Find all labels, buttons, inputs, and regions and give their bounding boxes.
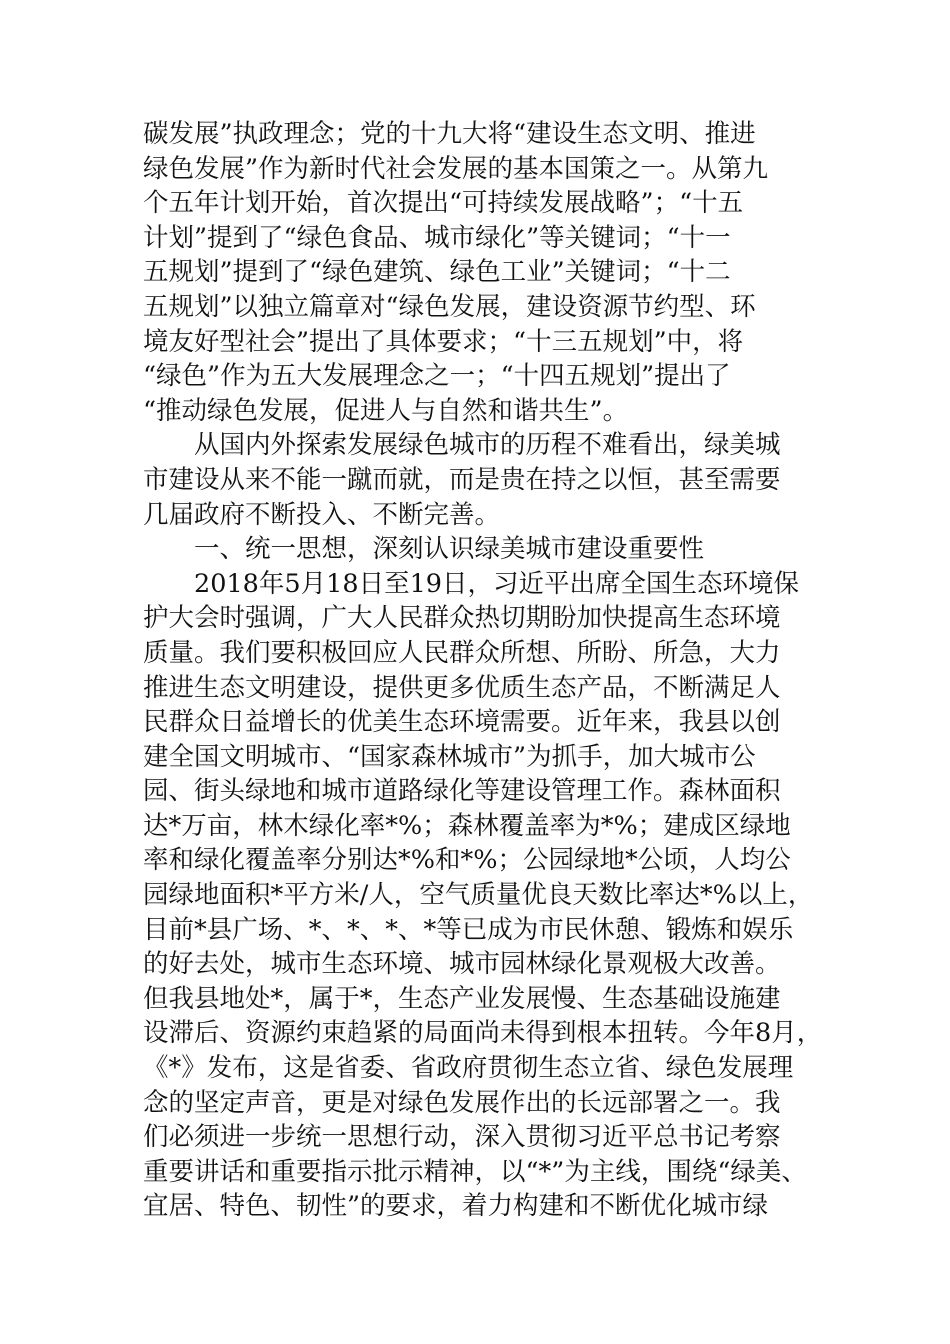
text-line: 建全国文明城市、“国家森林城市”为抓手，加大城市公 <box>143 741 756 772</box>
text-line: 五规划”以独立篇章对“绿色发展，建设资源节约型、环 <box>143 291 756 322</box>
text-line: 计划”提到了“绿色食品、城市绿化”等关键词；“十一 <box>143 222 731 253</box>
text-line: 碳发展”执政理念；党的十九大将“建设生态文明、推进 <box>143 119 756 149</box>
text-line: 五规划”提到了“绿色建筑、绿色工业”关键词；“十二 <box>143 257 731 288</box>
text-line: 《*》发布，这是省委、省政府贯彻生态立省、绿色发展理 <box>143 1053 794 1084</box>
paragraph-first-line: 从国内外探索发展绿色城市的历程不难看出，绿美城 <box>194 430 781 461</box>
text-line: “绿色”作为五大发展理念之一；“十四五规划”提出了 <box>143 361 731 392</box>
text-line: 率和绿化覆盖率分别达*%和*%；公园绿地*公顷，人均公 <box>143 845 791 876</box>
text-line: 护大会时强调，广大人民群众热切期盼加快提高生态环境 <box>143 603 781 634</box>
text-line: 质量。我们要积极回应人民群众所想、所盼、所急，大力 <box>143 637 781 668</box>
text-line: 绿色发展”作为新时代社会发展的基本国策之一。从第九 <box>143 153 769 184</box>
text-line: 几届政府不断投入、不断完善。 <box>143 499 501 530</box>
paragraph-first-line: 一、统一思想，深刻认识绿美城市建设重要性 <box>194 534 705 565</box>
text-line: 目前*县广场、*、*、*、*等已成为市民休憩、锻炼和娱乐 <box>143 914 794 945</box>
text-line: 的好去处，城市生态环境、城市园林绿化景观极大改善。 <box>143 949 781 980</box>
text-line: 但我县地处*，属于*，生态产业发展慢、生态基础设施建 <box>143 983 781 1014</box>
text-line: 民群众日益增长的优美生态环境需要。近年来，我县以创 <box>143 707 781 738</box>
text-line: 园绿地面积*平方米/人，空气质量优良天数比率达*%以上， <box>143 880 814 911</box>
text-line: 们必须进一步统一思想行动，深入贯彻习近平总书记考察 <box>143 1122 781 1153</box>
document-body <box>143 117 833 1224</box>
text-line: “推动绿色发展，促进人与自然和谐共生”。 <box>143 395 629 426</box>
text-line: 念的坚定声音，更是对绿色发展作出的长远部署之一。我 <box>143 1087 781 1118</box>
text-line: 重要讲话和重要指示批示精神，以“*”为主线，围绕“绿美、 <box>143 1156 807 1187</box>
paragraph-first-line: 2018年5月18日至19日，习近平出席全国生态环境保 <box>194 568 800 599</box>
text-line: 设滞后、资源约束趋紧的局面尚未得到根本扭转。今年8月， <box>143 1018 823 1049</box>
text-line: 个五年计划开始，首次提出“可持续发展战略”；“十五 <box>143 188 744 219</box>
text-line: 园、街头绿地和城市道路绿化等建设管理工作。森林面积 <box>143 776 781 807</box>
text-line: 境友好型社会”提出了具体要求；“十三五规划”中，将 <box>143 326 744 357</box>
text-line: 推进生态文明建设，提供更多优质生态产品，不断满足人 <box>143 672 781 703</box>
text-line: 市建设从来不能一蹴而就，而是贵在持之以恒，甚至需要 <box>143 464 781 495</box>
text-line: 达*万亩，林木绿化率*%；森林覆盖率为*%；建成区绿地 <box>143 810 791 841</box>
text-line: 宜居、特色、韧性”的要求，着力构建和不断优化城市绿 <box>143 1191 769 1222</box>
